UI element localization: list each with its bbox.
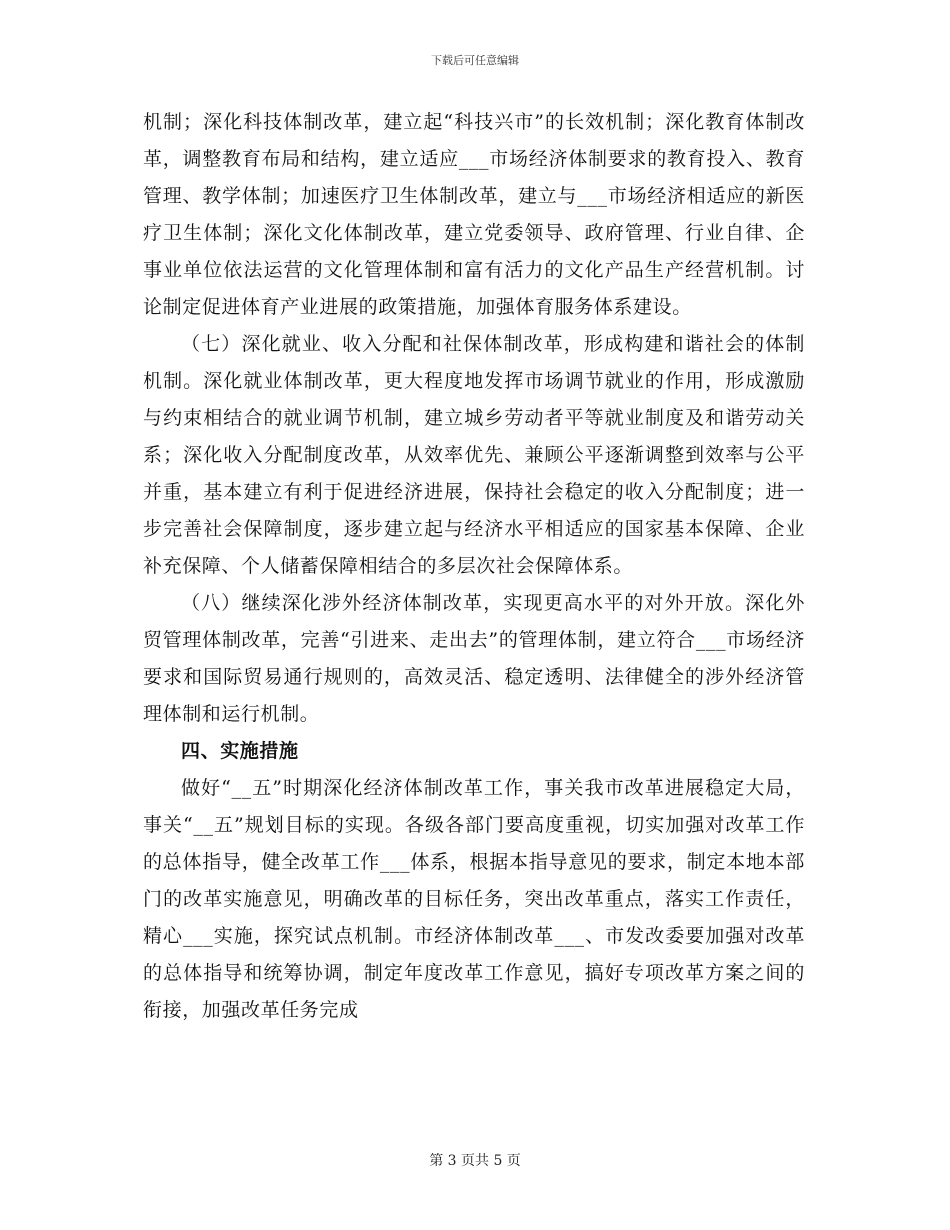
document-body <box>143 104 805 1029</box>
page-footer: 第 3 页共 5 页 <box>429 1153 521 1169</box>
page-header: 下载后可任意编辑 <box>431 54 519 67</box>
paragraph-section-eight: （八）继续深化涉外经济体制改革，实现更高水平的对外开放。深化外贸管理体制改革，完善“引进来、走出去”的管理体制，建立符合___市场经济要求和国际贸易通行规则的，高效灵活、稳定透明、法律健全的涉外经济管理体制和运行机制。 <box>143 592 805 725</box>
paragraph-section-seven: （七）深化就业、收入分配和社保体制改革，形成构建和谐社会的体制机制。深化就业体制改革，更大程度地发挥市场调节就业的作用，形成激励与约束相结合的就业调节机制，建立城乡劳动者平等就业制度及和谐劳动关系；深化收入分配制度改革，从效率优先、兼顾公平逐渐调整到效率与公平并重，基本建立有利于促进经济进展，保持社会稳定的收入分配制度；进一步完善社会保障制度，逐步建立起与经济水平相适应的国家基本保障、企业补充保障、个人储蓄保障相结合的多层次社会保障体系。 <box>143 333 805 577</box>
paragraph-continued: 机制；深化科技体制改革，建立起“科技兴市”的长效机制；深化教育体制改革，调整教育布局和结构，建立适应___市场经济体制要求的教育投入、教育管理、教学体制；加速医疗卫生体制改革，建立与___市场经济相适应的新医疗卫生体制；深化文化体制改革，建立党委领导、政府管理、行业自律、企事业单位依法运营的文化管理体制和富有活力的文化产品生产经营机制。讨论制定促进体育产业进展的政策措施，加强体育服务体系建设。 <box>143 111 805 318</box>
paragraph-implementation-measures: 做好“__五”时期深化经济体制改革工作，事关我市改革进展稳定大局，事关“__五”规划目标的实现。各级各部门要高度重视，切实加强对改革工作的总体指导，健全改革工作___体系，根据本指导意见的要求，制定本地本部门的改革实施意见，明确改革的目标任务，突出改革重点，落实工作责任，精心___实施，探究试点机制。市经济体制改革___、市发改委要加强对改革的总体指导和统筹协调，制定年度改革工作意见，搞好专项改革方案之间的衔接，加强改革任务完成 <box>143 777 805 1021</box>
section-heading-implementation: 四、实施措施 <box>181 740 299 762</box>
